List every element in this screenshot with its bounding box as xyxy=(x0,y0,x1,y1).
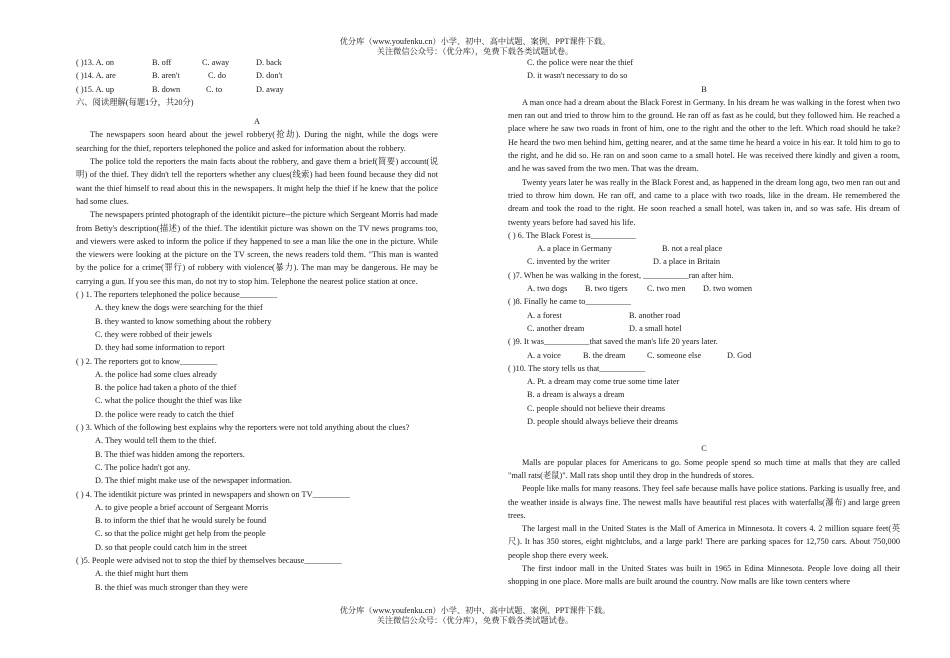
page-footer xyxy=(0,606,950,626)
question-3-option-a: A. They would tell them to the thief. xyxy=(95,436,217,446)
question-8-stem: ( )8. Finally he came to___________ xyxy=(508,297,632,307)
passage-c-paragraph-4: The first indoor mall in the United States was built in 1965 in Edina Minnesota. People love doing all their shopping in one place. More malls are built around the country. Now malls are like town centers where xyxy=(508,563,900,587)
header-line-2: 关注微信公众号：（优分库），免费下载各类试题试卷。 xyxy=(376,47,574,56)
question-5-stem: ( )5. People were advised not to stop the thief by themselves because_________ xyxy=(76,555,342,565)
question-3-option-b: B. The thief was hidden among the reporters. xyxy=(95,449,245,459)
question-10-option-b: B. a dream is always a dream xyxy=(527,390,625,400)
question-1-option-c: C. they were robbed of their jewels xyxy=(95,329,212,339)
footer-line-2: 关注微信公众号：（优分库），免费下载各类试题试卷。 xyxy=(376,616,574,625)
passage-a-label: A xyxy=(254,117,260,127)
question-2-option-c: C. what the police thought the thief was like xyxy=(95,396,242,406)
header-line-1: 优分库（www.youfenku.cn）小学、初中、高中试题、案例、PPT课件下载。 xyxy=(339,37,611,46)
question-2-option-a: A. the police had some clues already xyxy=(95,369,217,379)
question-5-option-b: B. the thief was much stronger than they were xyxy=(95,582,248,592)
passage-c-label: C xyxy=(701,444,707,454)
question-10-option-d: D. people should always believe their dreams xyxy=(527,417,678,427)
passage-a-paragraph-1: The newspapers soon heard about the jewel robbery(抢劫). During the night, while the dogs were searching for the thief, reporters telephoned the police and asked for information about the robbery. xyxy=(76,130,438,153)
question-8-options-ab: A. a forest B. another road xyxy=(527,310,681,320)
question-10-option-c: C. people should not believe their dreams xyxy=(527,403,666,413)
cloze-question-14: ( )14. A. are B. aren't C. do D. don't xyxy=(76,71,283,81)
question-4-stem: ( ) 4. The identikit picture was printed in newspapers and shown on TV_________ xyxy=(76,489,350,499)
question-6-options-ab: A. a place in Germany B. not a real place xyxy=(537,244,723,254)
question-5-option-a: A. the thief might hurt them xyxy=(95,569,189,579)
question-9-options: A. a voice B. the dream C. someone else D. God xyxy=(527,350,752,360)
question-2-option-d: D. the police were ready to catch the thief xyxy=(95,409,234,419)
question-4-option-a: A. to give people a brief account of Sergeant Morris xyxy=(95,502,269,512)
question-1-option-a: A. they knew the dogs were searching for the thief xyxy=(95,303,263,313)
passage-c-paragraph-2: People like malls for many reasons. They feel safe because malls have police stations. Parking is usually free, and the weather inside is always fine. The newest malls have beautiful rest places with waterfalls(瀑布) and large green trees. xyxy=(508,484,900,520)
question-2-option-b: B. the police had taken a photo of the thief xyxy=(95,383,237,393)
question-5-option-c: C. the police were near the thief xyxy=(527,58,634,67)
question-7-stem: ( )7. When he was walking in the forest, ___________ran after him. xyxy=(508,270,734,280)
passage-c-paragraph-3: The largest mall in the United States is the Mall of America in Minnesota. It covers 4. 2 million square feet(英尺). It has 350 stores, eight nightclubs, and a large park! There are parking spaces for 12,750 cars. About 750,000 people shop there every week. xyxy=(508,524,900,560)
footer-line-1: 优分库（www.youfenku.cn）小学、初中、高中试题、案例、PPT课件下载。 xyxy=(339,606,611,615)
passage-a-paragraph-3: The newspapers printed photograph of the identikit picture--the picture which Sergeant Morris had made from Betty's description(描述) of the thief. The identikit picture was shown on the TV news programs too, and viewers were asked to inform the police if they happened to see a man like the one in the picture. While the viewers were looking at the picture on the TV screen, the news readers told them. "This man is wanted by the police for a crime(罪行) of robbery with violence(暴力). The man may be dangerous. He may be carrying a gun. If you see this man, do not try to stop him. Telephone the nearest police station at once. xyxy=(76,210,438,286)
passage-a-paragraph-2: The police told the reporters the main facts about the robbery, and gave them a brief(简要) account(说明) of the thief. They didn't tell the reporters whether any clues(线索) had been found because they did not want the thief himself to read about this in the newspapers. It might help the thief if he knew that the police had some clues. xyxy=(76,157,438,206)
question-1-option-d: D. they had some information to report xyxy=(95,343,225,353)
question-4-option-c: C. so that the police might get help from the people xyxy=(95,529,266,539)
question-3-stem: ( ) 3. Which of the following best explains why the reporters were not told anything about the clues? xyxy=(76,423,410,433)
right-column xyxy=(508,56,900,589)
question-8-options-cd: C. another dream D. a small hotel xyxy=(527,323,682,333)
question-7-options: A. two dogs B. two tigers C. two men D. two women xyxy=(527,284,753,294)
question-10-option-a: A. Pt. a dream may come true some time later xyxy=(527,377,680,387)
question-1-stem: ( ) 1. The reporters telephoned the police because_________ xyxy=(76,290,277,300)
passage-b-paragraph-2: Twenty years later he was really in the Black Forest and, as happened in the dream long ago, two men ran out and tried to throw him down. He ran off, and came to a place with two roads, like in the dream. He remembered the dream and took the road to the right. He soon reached a small hotel, was taken in, and so was safe. His dream of twenty years before had saved his life. xyxy=(508,177,900,227)
passage-b-label: B xyxy=(701,84,707,94)
question-3-option-c: C. The police hadn't got any. xyxy=(95,462,191,472)
question-6-stem: ( ) 6. The Black Forest is___________ xyxy=(508,230,637,240)
question-4-option-b: B. to inform the thief that he would surely be found xyxy=(95,516,267,526)
question-3-option-d: D. The thief might make use of the newspaper information. xyxy=(95,476,292,486)
question-10-stem: ( )10. The story tells us that___________ xyxy=(508,363,645,373)
question-9-stem: ( )9. It was___________that saved the man's life 20 years later. xyxy=(508,337,718,347)
question-4-option-d: D. so that people could catch him in the street xyxy=(95,542,248,552)
question-1-option-b: B. they wanted to know something about the robbery xyxy=(95,316,272,326)
question-5-option-d: D. it wasn't necessary to do so xyxy=(527,71,628,81)
page-header xyxy=(0,37,950,57)
passage-b-paragraph-1: A man once had a dream about the Black Forest in Germany. In his dream he was walking in the forest when two men ran out and tried to throw him to the ground. He ran off as fast as he could, but they followed him. He reached a place where he saw two roads in front of him, one to the right and the other to the left. Which road should he take? He heard the two men behind him, getting nearer, and at the same time he heard a voice in his ear. It told him to go to the right, and he did so. He ran on and soon came to a small hotel. He was received there kindly and given a room, and he was saved from the two men. That was the dream. xyxy=(508,97,900,174)
cloze-question-13: ( )13. A. on B. off C. away D. back xyxy=(76,58,282,67)
passage-c-paragraph-1: Malls are popular places for Americans to go. Some people spend so much time at malls that they are called "mall rats(老鼠)". Mall rats shop until they drop in the hundreds of stores. xyxy=(508,457,900,480)
left-column xyxy=(76,56,438,594)
section-title: 六、阅读理解(每题1分，共20分) xyxy=(76,97,194,107)
cloze-question-15: ( )15. A. up B. down C. to D. away xyxy=(76,84,284,94)
question-2-stem: ( ) 2. The reporters got to know_________ xyxy=(76,356,218,366)
question-6-options-cd: C. invented by the writer D. a place in Britain xyxy=(527,257,721,267)
